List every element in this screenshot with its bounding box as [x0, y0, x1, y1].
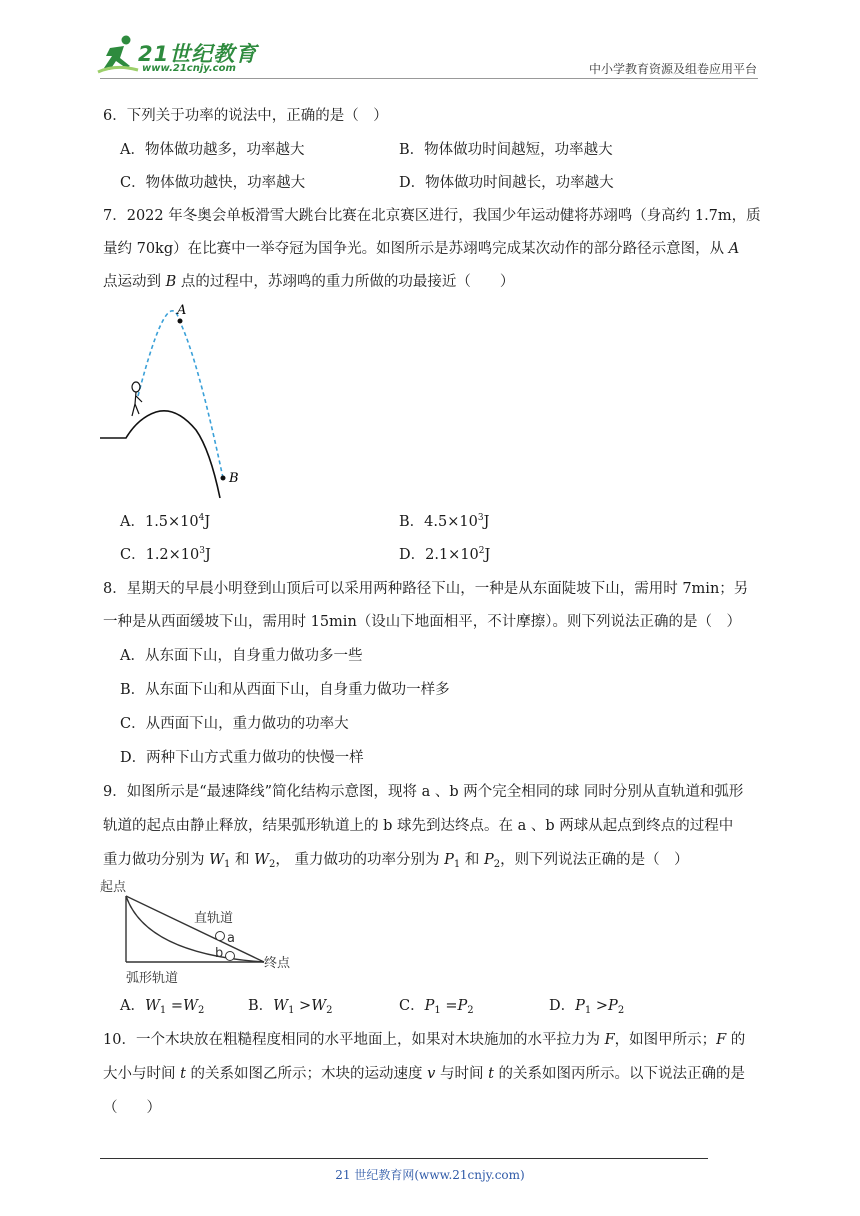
point-b	[221, 476, 226, 481]
label-end: 终点	[264, 956, 291, 971]
q9-stem-line2: 轨道的起点由静止释放，结果弧形轨道上的 b 球先到达终点。在 a 、b 两球从起点到终点的过程中	[103, 818, 734, 834]
header-rule	[100, 78, 758, 79]
platform-name: 中小学教育资源及组卷应用平台	[588, 62, 757, 76]
q9-option-a: A．$W_1 =W_2$	[120, 998, 205, 1016]
q7-stem-line3: 点运动到 B 点的过程中，苏翊鸣的重力所做的功最接近（ ）	[103, 274, 515, 290]
q9-option-c: C．$P_1 =P_2$	[399, 998, 474, 1016]
q8-stem-line1: 8．星期天的早晨小明登到山顶后可以采用两种路径下山，一种是从东面陡坡下山，需用时 7min；另	[103, 581, 749, 597]
label-b: B	[229, 471, 239, 486]
point-a	[178, 319, 183, 324]
q6-option-a: A．物体做功越多，功率越大	[120, 142, 305, 158]
q9-figure	[98, 876, 308, 988]
q6-option-d: D．物体做功时间越长，功率越大	[399, 175, 614, 191]
q6-option-c: C．物体做功越快，功率越大	[120, 175, 306, 191]
q6-stem: 6．下列关于功率的说法中，正确的是（ ）	[103, 108, 388, 124]
q9-option-d: D．$P_1 >P_2$	[549, 998, 625, 1016]
jump-trajectory	[138, 311, 223, 478]
q7-option-a: A．$1.5\times 10^4J$	[120, 513, 211, 530]
q7-option-b: B．$4.5\times 10^3J$	[399, 513, 490, 530]
label-ball-a: a	[227, 931, 235, 946]
straight-track	[126, 896, 264, 962]
ball-a	[216, 932, 225, 941]
q8-option-b: B．从东面下山和从西面下山，自身重力做功一样多	[120, 682, 450, 698]
label-start: 起点	[100, 880, 127, 895]
q7-figure	[98, 300, 268, 500]
header-logo	[96, 34, 266, 78]
slope-outline	[100, 411, 220, 498]
q7-option-d: D．$2.1\times 10^2J$	[399, 546, 491, 563]
athlete-icon	[132, 382, 142, 416]
label-straight-track: 直轨道	[194, 911, 234, 926]
ball-b	[226, 952, 235, 961]
q8-option-a: A．从东面下山，自身重力做功多一些	[120, 648, 363, 664]
q10-stem-line3: （ ）	[103, 1100, 161, 1116]
q7-stem-line2: 量约 70kg）在比赛中一举夺冠为国争光。如图所示是苏翊鸣完成某次动作的部分路径示意图，从 A	[103, 241, 740, 257]
q9-option-b: B．$W_1 >W_2$	[248, 998, 333, 1016]
q10-stem-line1: 10．一个木块放在粗糙程度相同的水平地面上，如果对木块施加的水平拉力为 F，如图甲所示；F 的	[103, 1032, 746, 1048]
q7-stem-line1: 7．2022 年冬奥会单板滑雪大跳台比赛在北京赛区进行，我国少年运动健将苏翊鸣（身高约 1.7m，质	[103, 208, 761, 224]
label-a: A	[177, 303, 187, 318]
logo-url: www.21cnjy.com	[142, 63, 236, 74]
q8-stem-line2: 一种是从西面缓坡下山，需用时 15min（设山下地面相平，不计摩擦）。则下列说法正确的是（ ）	[103, 614, 742, 630]
q9-stem-line1: 9．如图所示是“最速降线”简化结构示意图，现将 a 、b 两个完全相同的球 同时分别从直轨道和弧形	[103, 784, 744, 800]
q9-stem-line3: 重力做功分别为 $W_1$ 和 $W_2$， 重力做功的功率分别为 $P_1$ 和 $P_2$，则下列说法正确的是（ ）	[103, 852, 689, 870]
footer-rule	[100, 1158, 708, 1159]
q6-option-b: B．物体做功时间越短，功率越大	[399, 142, 613, 158]
label-arc-track: 弧形轨道	[126, 971, 179, 986]
label-ball-b: b	[215, 946, 224, 961]
q8-option-c: C．从西面下山，重力做功的功率大	[120, 716, 349, 732]
q7-option-c: C．$1.2\times 10^3J$	[120, 546, 211, 563]
q10-stem-line2: 大小与时间 t 的关系如图乙所示；木块的运动速度 v 与时间 t 的关系如图丙所示。以下说法正确的是	[103, 1066, 746, 1082]
logo-title: 21世纪教育	[138, 42, 258, 66]
runner-logo-icon	[96, 34, 140, 76]
q8-option-d: D．两种下山方式重力做功的快慢一样	[120, 750, 364, 766]
footer-text: 21 世纪教育网(www.21cnjy.com)	[335, 1168, 525, 1182]
